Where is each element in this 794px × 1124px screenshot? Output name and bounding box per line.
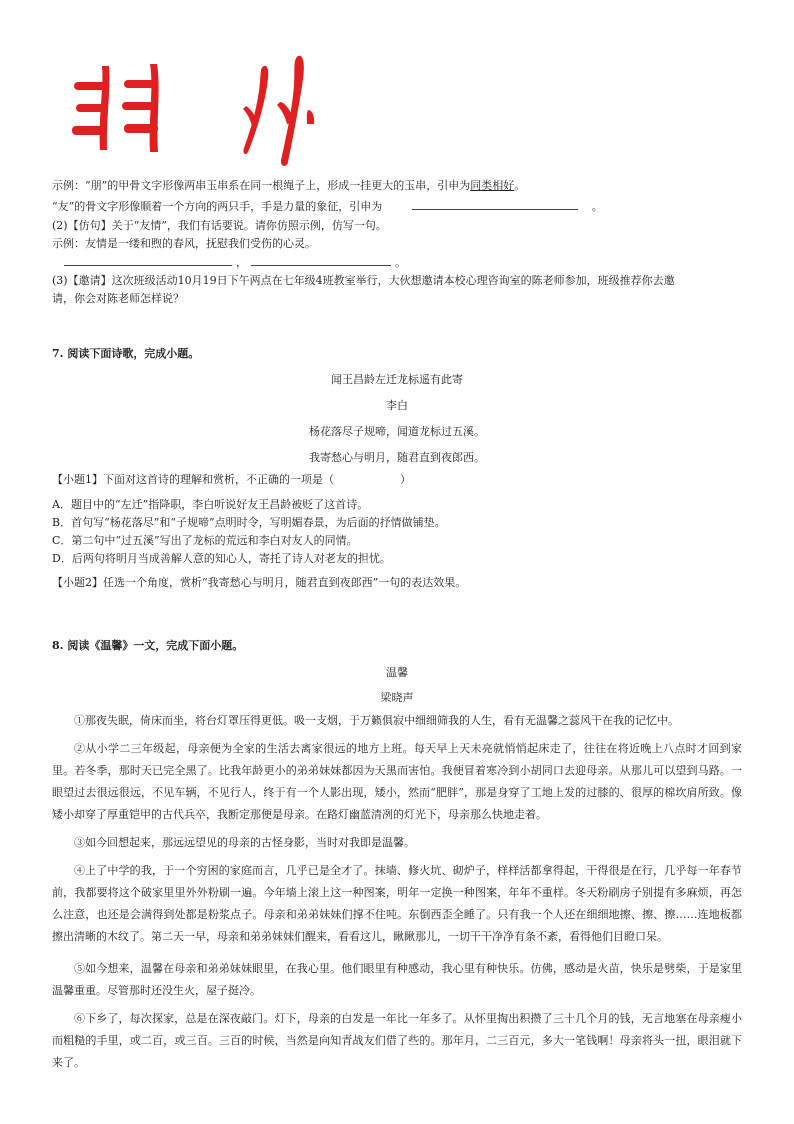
q7-sub2-prompt: 【小题2】任选一个角度，赏析“我寄愁心与明月，随君直到夜郎西”一句的表达效果。 [52, 576, 467, 589]
q7-poem-author: 李白 [386, 399, 408, 412]
q6-you-period: 。 [591, 200, 603, 213]
q6-sub2-example: 示例：友情是一缕和煦的春风，抚慰我们受伤的心灵。 [52, 237, 316, 250]
q8-paragraph-2: ②从小学二三年级起，母亲便为全家的生活去离家很远的地方上班。每天早上天未亮就悄悄起床走了，往往在将近晚上八点时才回到家里。若冬季，那时天已完全黑了。比我年龄更小的弟弟妹妹都因为天黑而害怕。我便冒着寒冷到小胡同口去迎母亲。从那儿可以望到马路。一眼望过去很远很远，不见车辆，不见行人，终于有一个人影出现，矮小，然而“肥胖”，那是身穿了工地上发的过膝的、很厚的棉坎肩所致。像矮小却穿了厚重铠甲的古代兵卒，我断定那便是母亲。在路灯幽蓝清冽的灯光下，母亲那么快地走着。 [52, 742, 742, 821]
q7-poem-line-2: 我寄愁心与明月，随君直到夜郎西。 [309, 451, 485, 464]
q6-sub2-answer-line [52, 254, 406, 270]
q7-option-b[interactable]: B．首句写“杨花落尽”和“子规啼”点明时令，写明媚春景，为后面的抒情做铺垫。 [52, 516, 446, 529]
q8-heading: 8. 阅读《温馨》一文，完成下面小题。 [52, 639, 244, 652]
q6-you-line [52, 198, 603, 214]
q8-article-author: 梁晓声 [380, 691, 414, 704]
q7-poem-title: 闻王昌龄左迁龙标遥有此寄 [331, 373, 463, 386]
q7-option-a[interactable]: A．题目中的“左迁”指降职，李白听说好友王昌龄被贬了这首诗。 [52, 498, 369, 511]
q7-option-d[interactable]: D．后两句将明月当成善解人意的知心人，寄托了诗人对老友的担忧。 [52, 552, 391, 565]
q6-you-text: “友”的骨文字形像顺着一个方向的两只手，手是力量的象征，引申为 [52, 200, 383, 213]
q7-sub1-prompt: 【小题1】下面对这首诗的理解和赏析，不正确的一项是（ ） [52, 473, 411, 486]
q6-sub2-blank-2[interactable] [251, 254, 391, 266]
q6-example-underlined-answer: 同类相好 [470, 179, 515, 192]
q8-paragraph-5: ⑤如今想来，温馨在母亲和弟弟妹妹眼里，在我心里。他们眼里有种感动，我心里有种快乐。仿佛，感动是火苗，快乐是劈柴，于是家里温馨重重。尽管那时还没生火，屋子挺冷。 [52, 962, 742, 997]
q6-sub3-prompt-line2: 请，你会对陈老师怎样说？ [52, 292, 184, 305]
q7-heading: 7. 阅读下面诗歌，完成小题。 [52, 347, 200, 360]
oracle-bone-peng-glyph [64, 58, 184, 158]
q6-sub2-prompt: (2)【仿句】关于“友情”，我们有话要说。请你仿照示例，仿写一句。 [52, 219, 387, 232]
q6-sub2-period: 。 [395, 256, 406, 269]
q8-article-title: 温馨 [386, 666, 408, 679]
q6-you-answer-blank[interactable] [412, 198, 578, 210]
q8-paragraph-3: ③如今回想起来，那远远望见的母亲的古怪身影，当时对我即是温馨。 [74, 836, 415, 849]
q7-option-c[interactable]: C．第二句中“过五溪”写出了龙标的荒远和李白对友人的同情。 [52, 534, 358, 547]
q6-example-period: 。 [514, 179, 526, 192]
q6-example-line [52, 178, 525, 193]
q6-sub3-prompt-line1: (3)【邀请】这次班级活动10月19日下午两点在七年级4班教室举行，大伙想邀请本校心理咨询室的陈老师参加，班级推荐你去邀 [52, 274, 675, 287]
oracle-bone-you-glyph [240, 52, 320, 170]
q6-sub2-blank-1[interactable] [64, 254, 232, 266]
q8-paragraph-1: ①那夜失眠，倚床而坐，将台灯罩压得更低。吸一支烟，于万籁俱寂中细细筛我的人生，看有无温馨之蕊风干在我的记忆中。 [74, 714, 679, 727]
q6-example-text: 示例：“朋”的甲骨文字形像两串玉串系在同一根绳子上，形成一挂更大的玉串，引申为 [52, 179, 471, 192]
q7-poem-line-1: 杨花落尽子规啼，闻道龙标过五溪。 [309, 425, 485, 438]
q8-paragraph-6: ⑥下乡了，每次探家，总是在深夜敲门。灯下，母亲的白发是一年比一年多了。从怀里掏出积攒了三十几个月的钱，无言地塞在母亲瘦小而粗糙的手里，或二百，或三百。三百的时候，当然是向知青战友们借了些的。那年月，二三百元，多大一笔钱啊！母亲将头一扭，眼泪就下来了。 [52, 1012, 742, 1069]
q6-sub2-comma: ， [236, 256, 247, 269]
q8-paragraph-4: ④上了中学的我，于一个穷困的家庭而言，几乎已是全才了。抹墙、修火坑、砌炉子，样样活都拿得起，干得很是在行，几乎每一年春节前，我都要将这个破家里里外外粉刷一遍。今年墙上滚上这一种图案，明年一定换一种图案，年年不重样。冬天粉刷房子别提有多麻烦，再怎么注意，也还是会满得到处都是粉浆点子。母亲和弟弟妹妹们撑不住吨。东倒西歪全睡了。只有我一个人还在细细地擦、擦、擦……连地板都擦出清晰的木纹了。第二天一早，母亲和弟弟妹妹们醒来，看看这儿，瞅瞅那儿，一切干干净净有条不紊，看得他们目瞪口呆。 [52, 864, 742, 943]
